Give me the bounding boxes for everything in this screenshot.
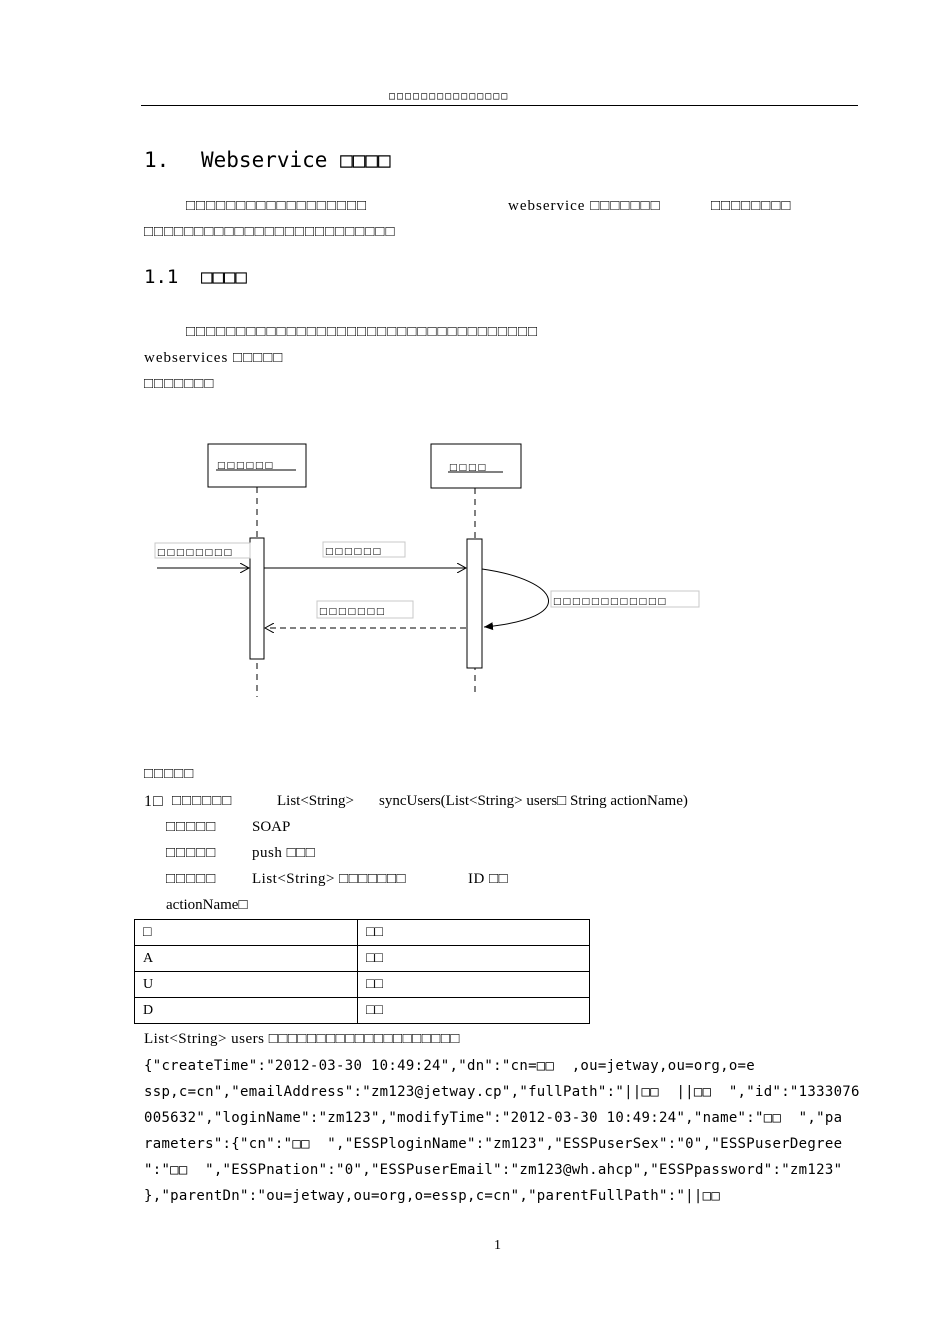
interface-item-number: 1□ — [144, 793, 164, 810]
mode-label: □□□□□ — [166, 845, 217, 861]
table-cell-key: U — [135, 972, 358, 998]
table-cell-value: □□ — [358, 998, 590, 1024]
protocol-label: □□□□□ — [166, 819, 217, 835]
incoming-message-label: □□□□□□□□ — [157, 548, 234, 558]
section-1-para-d: □□□□□□□□□□□□□□□□□□□□□□□□□ — [144, 224, 396, 240]
table-row — [135, 972, 590, 998]
table-cell-key: □ — [135, 920, 358, 946]
return-value: List<String> □□□□□□□ — [252, 871, 407, 887]
table-cell-value: □□ — [358, 972, 590, 998]
section-1-para-c: □□□□□□□□ — [711, 198, 792, 214]
users-description: List<String> users □□□□□□□□□□□□□□□□□□□□ — [144, 1031, 460, 1047]
interface-name-label: □□□□□□ — [172, 793, 233, 809]
right-activation-bar — [467, 539, 482, 668]
section-1-para-b: webservice □□□□□□□ — [508, 198, 661, 214]
table-cell-key: A — [135, 946, 358, 972]
return-message-label: □□□□□□□ — [319, 607, 386, 617]
left-lifeline-label: □□□□□□ — [217, 461, 275, 471]
action-table — [134, 919, 590, 1024]
page-number: 1 — [494, 1238, 502, 1253]
json-line: rameters":{"cn":"□□ ","ESSPloginName":"zm123","ESSPuserSex":"0","ESSPuserDegree — [144, 1136, 843, 1152]
call-message-label: □□□□□□ — [325, 547, 383, 557]
table-cell-key: D — [135, 998, 358, 1024]
table-cell-value: □□ — [358, 920, 590, 946]
json-line: ssp,c=cn","emailAddress":"zm123@jetway.cp","fullPath":"||□□ ||□□ ","id":"1333076 — [144, 1084, 860, 1100]
section-1-title: Webservice □□□□ — [201, 148, 391, 172]
interface-signature-call: syncUsers(List<String> users□ String actionName) — [379, 793, 688, 809]
table-row — [135, 946, 590, 972]
section-1-para-a: □□□□□□□□□□□□□□□□□□ — [186, 198, 368, 214]
self-message-arrow — [482, 569, 549, 627]
json-line: {"createTime":"2012-03-30 10:49:24","dn":"cn=□□ ,ou=jetway,ou=org,o=e — [144, 1058, 756, 1074]
table-row — [135, 920, 590, 946]
action-name-label: actionName□ — [166, 897, 248, 913]
section-1-1-para-c: □□□□□□□ — [144, 376, 215, 392]
json-line: ":"□□ ","ESSPnation":"0","ESSPuserEmail":"zm123@wh.ahcp","ESSPpassword":"zm123" — [144, 1162, 843, 1178]
section-1-1-number: 1.1 — [144, 266, 179, 288]
protocol-value: SOAP — [252, 819, 291, 835]
self-message-label: □□□□□□□□□□□□ — [553, 597, 668, 607]
table-cell-value: □□ — [358, 946, 590, 972]
json-line: 005632","loginName":"zm123","modifyTime":"2012-03-30 10:49:24","name":"□□ ","pa — [144, 1110, 843, 1126]
table-row — [135, 998, 590, 1024]
section-1-1-para-a: □□□□□□□□□□□□□□□□□□□□□□□□□□□□□□□□□□□ — [186, 324, 539, 340]
page-header: □□□□□□□□□□□□□□□ — [389, 91, 510, 102]
interface-signature-return: List<String> — [277, 793, 354, 809]
return-id: ID □□ — [468, 871, 509, 887]
json-line: },"parentDn":"ou=jetway,ou=org,o=essp,c=cn","parentFullPath":"||□□ — [144, 1188, 721, 1204]
return-label: □□□□□ — [166, 871, 217, 887]
section-1-1-title: □□□□ — [201, 266, 247, 288]
right-lifeline-label: □□□□ — [449, 463, 488, 473]
section-1-number: 1. — [144, 148, 170, 172]
section-1-1-para-b: webservices □□□□□ — [144, 350, 284, 366]
interface-label: □□□□□ — [144, 766, 195, 782]
mode-value: push □□□ — [252, 845, 316, 861]
left-activation-bar — [250, 538, 264, 659]
